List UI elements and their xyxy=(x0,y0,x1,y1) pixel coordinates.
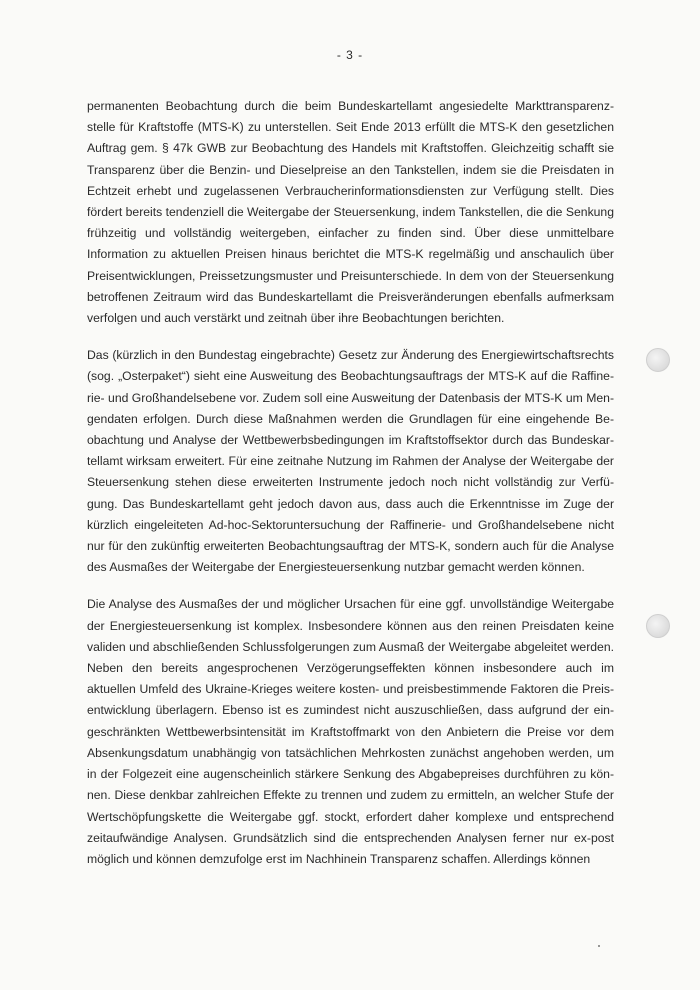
page-number: - 3 - xyxy=(336,48,364,62)
punch-hole-upper xyxy=(646,348,670,372)
scan-speck xyxy=(598,945,600,947)
punch-hole-lower xyxy=(646,614,670,638)
paragraph-analysis-complexity: Die Analyse des Ausmaßes der und möglicher Ursachen für eine ggf. unvollständige Weitergabe der Energiesteuersenkung ist komplex. Insbesondere können aus den reinen Preisdaten keine validen und abschließenden Schlussfolgerungen zum Ausmaß der Weitergabe abgeleitet werden. Neben den bereits angesprochenen Verzögerungseffekten können insbesondere auch im aktuellen Umfeld des Ukraine-Krieges weitere kosten- und preisbestimmende Faktoren die Preisentwicklung überlagern. Ebenso ist es zumindest nicht auszuschließen, dass aufgrund der eingeschränkten Wettbewerbsintensität im Kraftstoffmarkt von den Anbietern die Preise vor dem Absenkungsdatum unabhängig von tatsächlichen Mehrkosten zunächst angehoben werden, um in der Folgezeit eine augenscheinlich stärkere Senkung des Abgabepreises durchführen zu können. Diese denkbar zahlreichen Effekte zu trennen und zudem zu ermitteln, an welcher Stufe der Wertschöpfungskette die Weitergabe ggf. stockt, erfordert daher komplexe und entsprechend zeitaufwändige Analysen. Grundsätzlich sind die entsprechenden Analysen ferner nur ex-post möglich und können demzufolge erst im Nachhinein Transparenz schaffen. Allerdings können xyxy=(87,597,614,866)
document-body xyxy=(87,96,614,886)
paragraph-osterpaket: Das (kürzlich in den Bundestag eingebrachte) Gesetz zur Änderung des Energiewirtschaftsrechts (sog. „Osterpaket“) sieht eine Ausweitung des Beobachtungsauftrags der MTS-K auf die Raffinerie- und Großhandelsebene vor. Zudem soll eine Ausweitung der Datenbasis der MTS-K um Mengendaten erfolgen. Durch diese Maßnahmen werden die Grundlagen für eine eingehende Beobachtung und Analyse der Wettbewerbsbedingungen im Kraftstoffsektor durch das Bundeskartellamt wirksam erweitert. Für eine zeitnahe Nutzung im Rahmen der Analyse der Weitergabe der Steuersenkung stehen diese erweiterten Instrumente jedoch noch nicht vollständig zur Verfügung. Das Bundeskartellamt geht jedoch davon aus, dass auch die Erkenntnisse im Zuge der kürzlich eingeleiteten Ad-hoc-Sektoruntersuchung der Raffinerie- und Großhandelsebene nicht nur für den zukünftig erweiterten Beobachtungsauftrag der MTS-K, sondern auch für die Analyse des Ausmaßes der Weitergabe der Energiesteuersenkung nutzbar gemacht werden können. xyxy=(87,348,614,575)
paragraph-mts-k-observation: permanenten Beobachtung durch die beim Bundeskartellamt angesiedelte Markttransparenzstelle für Kraftstoffe (MTS-K) zu unterstellen. Seit Ende 2013 erfüllt die MTS-K den gesetzlichen Auftrag gem. § 47k GWB zur Beobachtung des Handels mit Kraftstoffen. Gleichzeitig schafft sie Transparenz über die Benzin- und Dieselpreise an den Tankstellen, indem sie die Preisdaten in Echtzeit erhebt und zugelassenen Verbraucherinformationsdiensten zur Verfügung stellt. Dies fördert bereits tendenziell die Weitergabe der Steuersenkung, indem Tankstellen, die die Senkung frühzeitig und vollständig weitergeben, einfacher zu finden sind. Über diese unmittelbare Information zu aktuellen Preisen hinaus berichtet die MTS-K regelmäßig und anschaulich über Preisentwicklungen, Preissetzungsmuster und Preisunterschiede. In dem von der Steuersenkung betroffenen Zeitraum wird das Bundeskartellamt die Preisveränderungen ebenfalls aufmerksam verfolgen und auch verstärkt und zeitnah über ihre Beobachtungen berichten. xyxy=(87,99,614,326)
